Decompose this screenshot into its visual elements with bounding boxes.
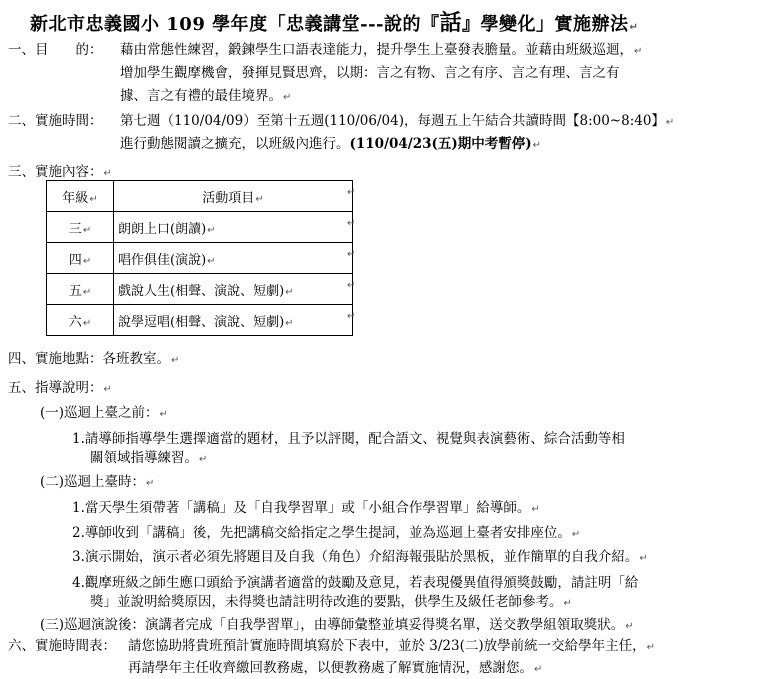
section-6-line1: 請您協助將貴班預計實施時間填寫於下表中，並於 3/23(二)放學前統一交給學年主任，↵ xyxy=(128,638,656,654)
document-title: 新北市忠義國小 109 學年度「忠義講堂---說的『話』學變化」實施辦法↵ xyxy=(30,10,639,36)
sub-2-title: (二)巡迴上臺時：↵ xyxy=(40,474,155,490)
activity-cell: 戲說人生(相聲、演說、短劇)↵ xyxy=(114,274,353,305)
row-end-mark: ↵ xyxy=(347,187,356,198)
row-end-mark: ↵ xyxy=(347,218,356,229)
section-1-line1: 藉由常態性練習，鍛鍊學生口語表達能力，提升學生上臺發表膽量。並藉由班級巡迴，↵ xyxy=(120,42,643,58)
section-3-label: 三、實施內容：↵ xyxy=(8,164,112,180)
table-header-row xyxy=(47,181,353,212)
section-1-line3: 據、言之有禮的最佳境界。↵ xyxy=(120,88,292,104)
section-2-label: 二、實施時間： xyxy=(8,113,103,129)
table-row xyxy=(47,212,353,243)
activity-cell: 朗朗上口(朗讀)↵ xyxy=(114,212,353,243)
table-row xyxy=(47,305,353,336)
table-row xyxy=(47,274,353,305)
sub-2-item3: 3.演示開始，演示者必須先將題目及自我（角色）介紹海報張貼於黑板，並作簡單的自我介紹。↵ xyxy=(72,549,648,565)
activity-cell: 說學逗唱(相聲、演說、短劇)↵ xyxy=(114,305,353,336)
sub-1-item1-line1: 1.請導師指導學生選擇適當的題材，且予以評閱，配合語文、視覺與表演藝術、綜合活動等相 xyxy=(72,431,625,447)
section-5-label: 五、指導說明：↵ xyxy=(8,380,112,396)
grade-cell: 四↵ xyxy=(47,243,114,274)
sub-2-item1: 1.當天學生須帶著「講稿」及「自我學習單」或「小組合作學習單」給導師。↵ xyxy=(72,500,540,516)
sub-3: (三)巡迴演說後：演講者完成「自我學習單」，由導師彙整並填妥得獎名單，送交教學組領取獎狀。↵ xyxy=(40,617,634,633)
row-end-mark: ↵ xyxy=(347,311,356,322)
grade-cell: 五↵ xyxy=(47,274,114,305)
row-end-mark: ↵ xyxy=(347,249,356,260)
sub-2-item4-line1: 4.觀摩班級之師生應口頭給予演講者適當的鼓勵及意見，若表現優異值得頒獎鼓勵，請註明「給 xyxy=(72,575,639,591)
section-2-line2: 進行動態閱讀之擴充，以班級內進行。(110/04/23(五)期中考暫停)↵ xyxy=(120,136,542,152)
section-4: 四、實施地點：各班教室。↵ xyxy=(8,351,180,367)
sub-2-item4-line2: 獎」並說明給獎原因，未得獎也請註明待改進的要點，供學生及級任老師參考。↵ xyxy=(90,594,572,610)
table-row xyxy=(47,243,353,274)
grade-cell: 三↵ xyxy=(47,212,114,243)
section-6-label: 六、實施時間表： xyxy=(8,638,116,654)
row-end-mark: ↵ xyxy=(347,280,356,291)
section-1-label: 一、目 的： xyxy=(8,42,103,58)
section-1-line2: 增加學生觀摩機會，發揮見賢思齊，以期：言之有物、言之有序、言之有理、言之有 xyxy=(120,65,620,81)
sub-1-title: (一)巡迴上臺之前：↵ xyxy=(40,405,168,421)
grade-cell: 六↵ xyxy=(47,305,114,336)
header-grade: 年級↵ xyxy=(47,181,114,212)
activity-cell: 唱作俱佳(演說)↵ xyxy=(114,243,353,274)
activity-table xyxy=(46,180,356,336)
section-2-line1: 第七週（110/04/09）至第十五週(110/06/04)，每週五上午結合共讀時間【8:00~8:40】↵ xyxy=(120,113,675,129)
section-6-line2: 再請學年主任收齊繳回教務處，以便教務處了解實施情況，感謝您。↵ xyxy=(128,660,543,676)
sub-1-item1-line2: 關領域指導練習。↵ xyxy=(90,450,208,466)
header-activity: 活動項目↵ xyxy=(114,181,353,212)
sub-2-item2: 2.導師收到「講稿」後，先把講稿交給指定之學生提詞，並為巡迴上臺者安排座位。↵ xyxy=(72,525,581,541)
